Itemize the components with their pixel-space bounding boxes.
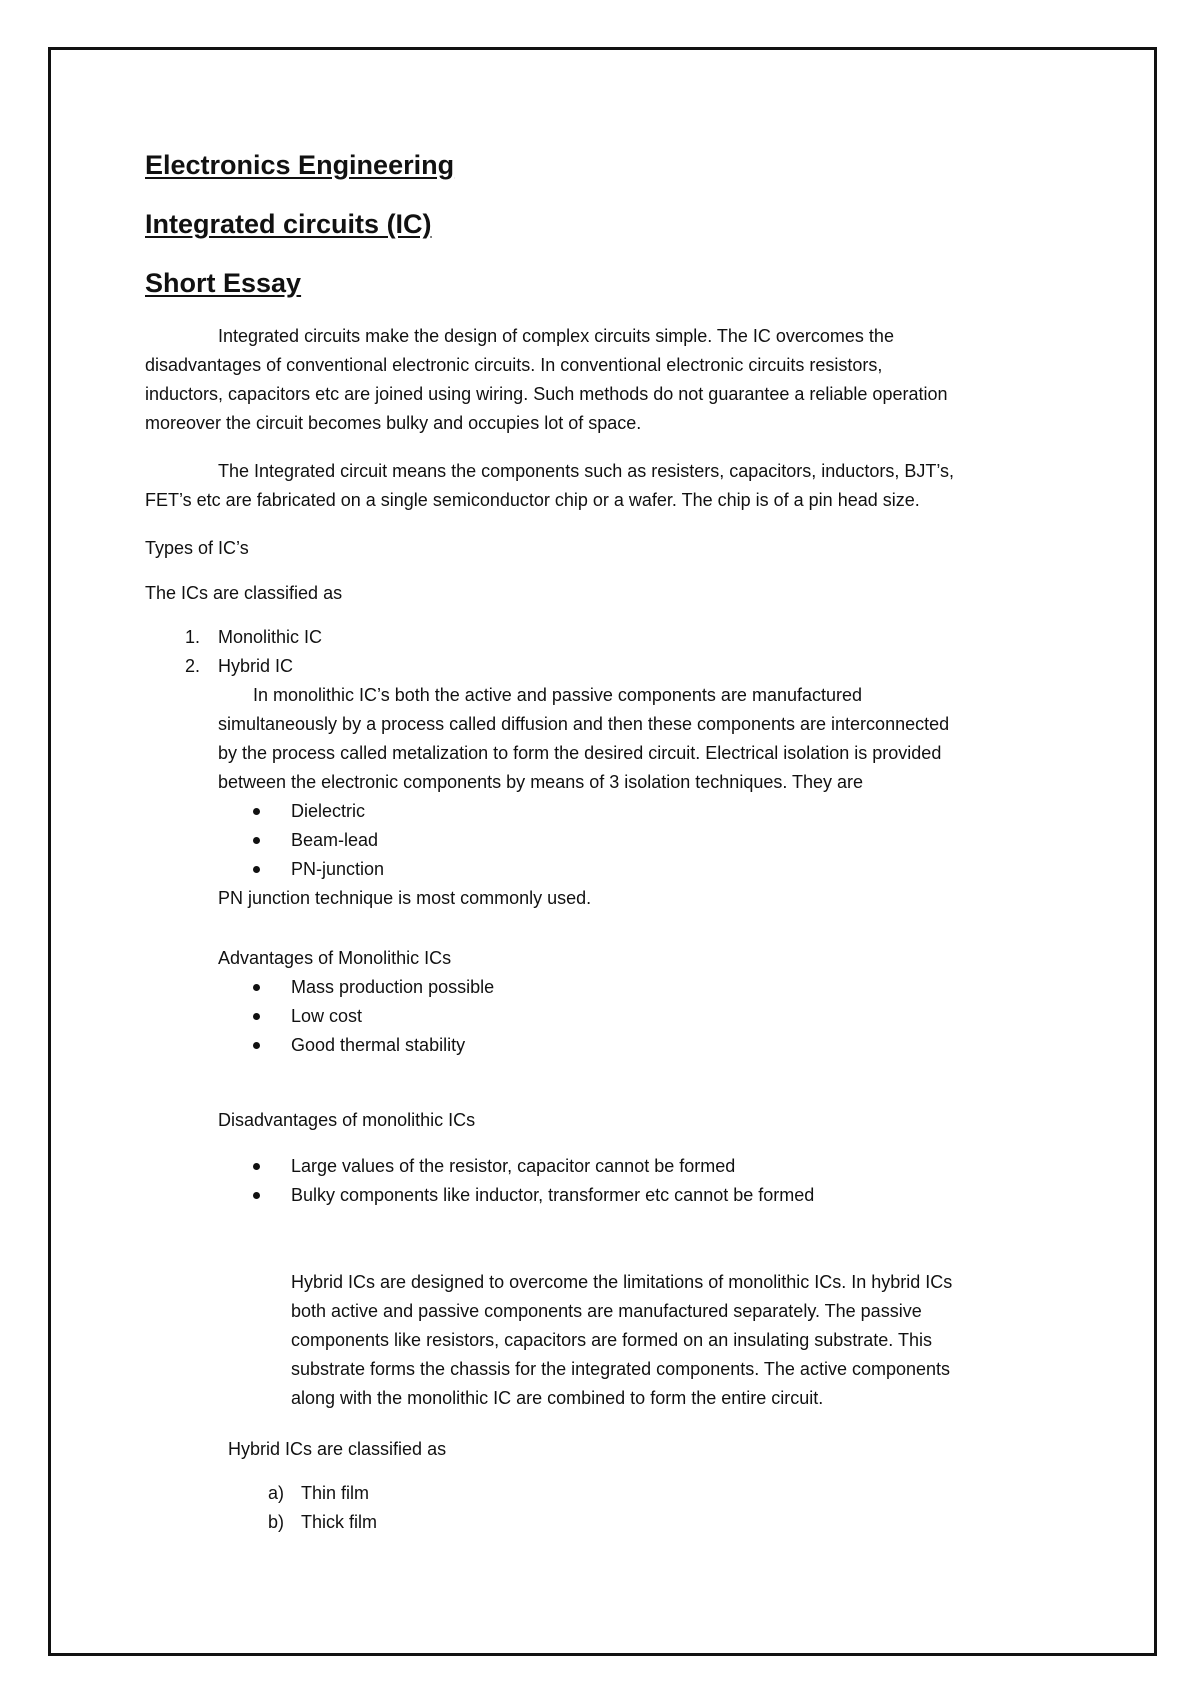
list-item: Hybrid IC bbox=[218, 656, 294, 676]
list-item: Beam-lead bbox=[291, 830, 379, 850]
paragraph-line: In monolithic IC’s both the active and passive components are manufactured bbox=[253, 685, 863, 705]
bullet-icon bbox=[253, 837, 260, 844]
classified-label: The ICs are classified as bbox=[145, 583, 343, 603]
paragraph-line: substrate forms the chassis for the integrated components. The active components bbox=[291, 1359, 951, 1379]
hybrid-classified-label: Hybrid ICs are classified as bbox=[228, 1439, 447, 1459]
list-item: Thin film bbox=[301, 1483, 370, 1503]
paragraph-line: both active and passive components are manufactured separately. The passive bbox=[291, 1301, 922, 1321]
list-item: Mass production possible bbox=[291, 977, 495, 997]
bullet-icon bbox=[253, 808, 260, 815]
paragraph-line: between the electronic components by means of 3 isolation techniques. They are bbox=[218, 772, 864, 792]
paragraph-line: FET’s etc are fabricated on a single semiconductor chip or a wafer. The chip is of a pin head size. bbox=[145, 490, 920, 510]
paragraph-line: inductors, capacitors etc are joined using wiring. Such methods do not guarantee a reliable operation bbox=[145, 384, 948, 404]
intro-paragraph bbox=[145, 322, 948, 438]
bullet-icon bbox=[253, 1013, 260, 1020]
list-item: Large values of the resistor, capacitor cannot be formed bbox=[291, 1156, 736, 1176]
definition-paragraph bbox=[145, 457, 954, 515]
bullet-icon bbox=[253, 1042, 260, 1049]
paragraph-line: by the process called metalization to form the desired circuit. Electrical isolation is provided bbox=[218, 743, 942, 763]
hybrid-paragraph bbox=[291, 1268, 952, 1413]
bullet-icon bbox=[253, 984, 260, 991]
disadvantages-label: Disadvantages of monolithic ICs bbox=[218, 1110, 476, 1130]
list-marker: a) bbox=[267, 1483, 284, 1503]
subject-heading: Electronics Engineering bbox=[145, 150, 455, 180]
list-item: Thick film bbox=[301, 1512, 377, 1532]
paragraph-line: along with the monolithic IC are combined to form the entire circuit. bbox=[291, 1388, 824, 1408]
list-item: Bulky components like inductor, transformer etc cannot be formed bbox=[291, 1185, 815, 1205]
bullet-icon bbox=[253, 866, 260, 873]
topic-heading: Integrated circuits (IC) bbox=[145, 209, 432, 239]
list-item: Good thermal stability bbox=[291, 1035, 466, 1055]
paragraph-line: moreover the circuit becomes bulky and occupies lot of space. bbox=[145, 413, 642, 433]
monolithic-paragraph bbox=[218, 681, 949, 797]
paragraph-line: Integrated circuits make the design of complex circuits simple. The IC overcomes the bbox=[218, 326, 894, 346]
paragraph-line: The Integrated circuit means the components such as resisters, capacitors, inductors, BJT’s, bbox=[218, 461, 954, 481]
bullet-icon bbox=[253, 1192, 260, 1199]
paragraph-line: components like resistors, capacitors are formed on an insulating substrate. This bbox=[291, 1330, 932, 1350]
advantages-label: Advantages of Monolithic ICs bbox=[218, 948, 452, 968]
list-marker: 1. bbox=[184, 627, 200, 647]
list-marker: 2. bbox=[184, 656, 200, 676]
bullet-icon bbox=[253, 1163, 260, 1170]
list-item: Monolithic IC bbox=[218, 627, 323, 647]
paragraph-line: disadvantages of conventional electronic circuits. In conventional electronic circuits resistors, bbox=[145, 355, 883, 375]
essay-type-heading: Short Essay bbox=[145, 268, 302, 298]
list-item: Dielectric bbox=[291, 801, 366, 821]
list-marker: b) bbox=[267, 1512, 284, 1532]
paragraph-line: simultaneously by a process called diffusion and then these components are interconnected bbox=[218, 714, 950, 734]
pn-note: PN junction technique is most commonly used. bbox=[218, 888, 592, 908]
paragraph-line: Hybrid ICs are designed to overcome the limitations of monolithic ICs. In hybrid ICs bbox=[291, 1272, 953, 1292]
types-label: Types of IC’s bbox=[145, 538, 249, 558]
list-item: PN-junction bbox=[291, 859, 385, 879]
list-item: Low cost bbox=[291, 1006, 363, 1026]
